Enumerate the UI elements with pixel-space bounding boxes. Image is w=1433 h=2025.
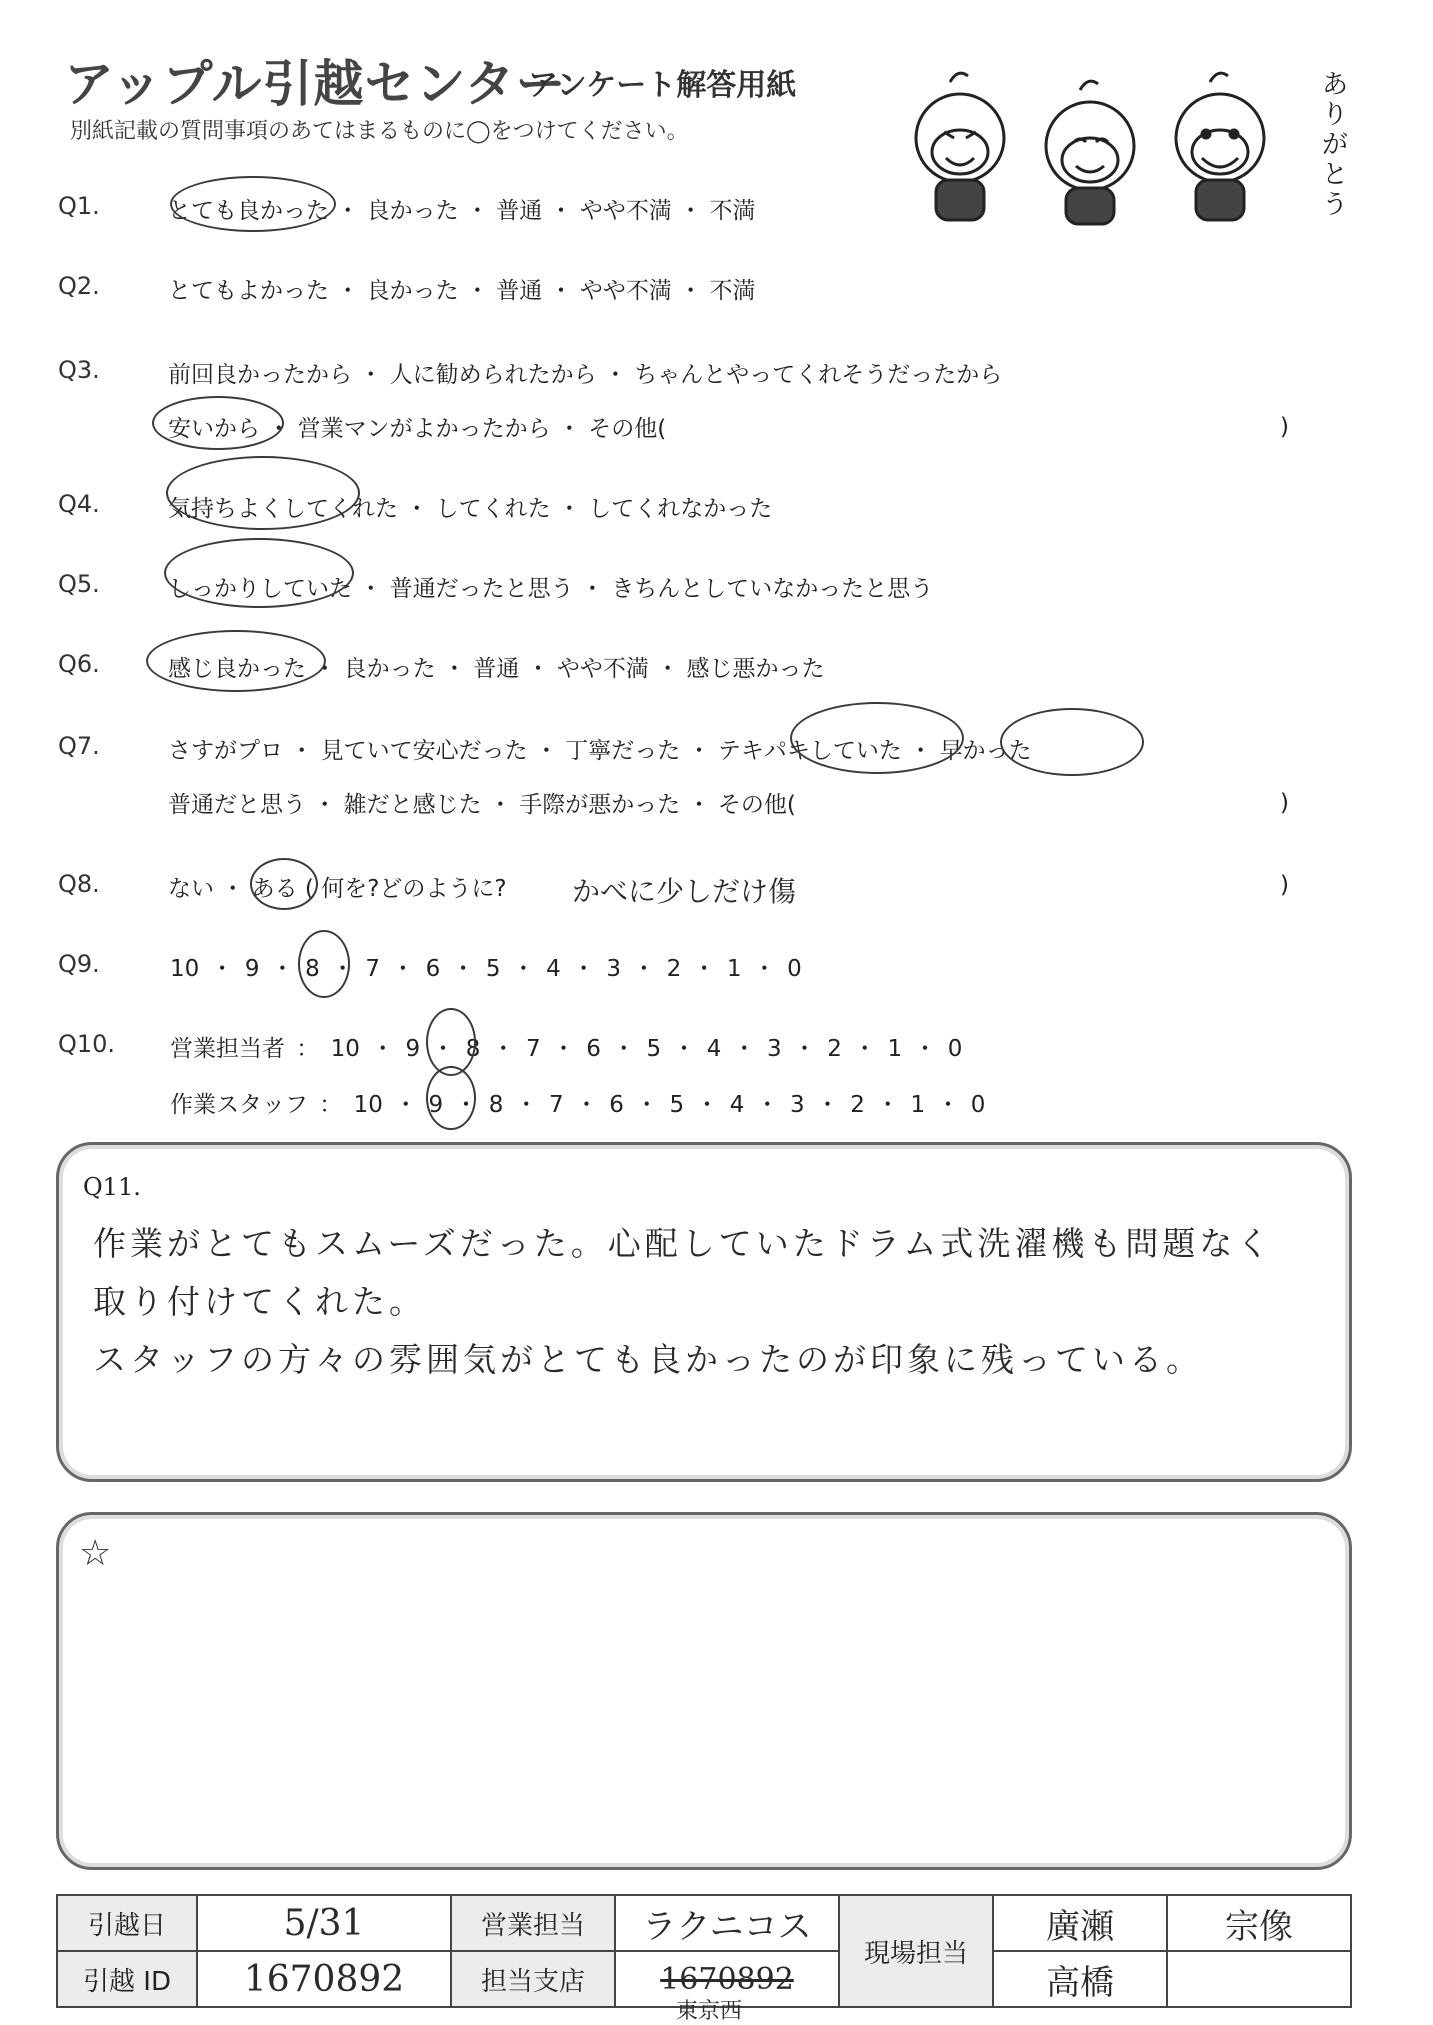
q11-comment-text [93, 1215, 1273, 1389]
q3-close-paren: ) [1280, 414, 1289, 440]
monkey-mascot-1 [916, 73, 1004, 220]
star-comment-box [56, 1512, 1352, 1870]
q10-staff-scale: 作業スタッフ ： 10 ・ 9 ・ 8 ・ 7 ・ 6 ・ 5 ・ 4 ・ 3 ・ 2 ・ 1 ・ 0 [170, 1092, 986, 1118]
q3-label: Q3. [58, 356, 100, 384]
answer-circle [250, 858, 318, 910]
q7-close-paren: ) [1280, 790, 1289, 816]
brand-title: アップル引越センター [64, 55, 567, 113]
move-date-label: 引越日 [57, 1895, 197, 1951]
mascot-caption: ありがとう [1322, 70, 1349, 220]
move-date-value: 5/31 [197, 1895, 451, 1951]
sales-value: ラクニコス [615, 1895, 839, 1951]
answer-circle [790, 702, 964, 774]
q6-label: Q6. [58, 650, 100, 678]
q9-label: Q9. [58, 950, 100, 978]
branch-struck-text: 1670892 [660, 1961, 794, 1997]
q11-comment-line: 取り付けてくれた。 [93, 1282, 426, 1321]
q7-options-line1: さすがプロ ・ 見ていて安心だった ・ 丁寧だった ・ テキパキしていた ・ 早かった [168, 738, 1032, 764]
answer-circle [146, 630, 326, 692]
monkey-mascot-3 [1176, 73, 1264, 220]
q11-comment-line: 作業がとてもスムーズだった。心配していたドラム式洗濯機も問題なく [93, 1224, 1274, 1263]
q8-label: Q8. [58, 870, 100, 898]
q6-options: 感じ良かった ・ 良かった ・ 普通 ・ やや不満 ・ 感じ悪かった [168, 656, 825, 682]
branch-value [615, 1951, 839, 2024]
move-id-label: 引越 ID [57, 1951, 197, 2007]
q8-handwritten-answer: かべに少しだけ傷 [572, 875, 797, 908]
q1-options: とても良かった ・ 良かった ・ 普通 ・ やや不満 ・ 不満 [168, 198, 756, 224]
site-staff-3: 宗像 [1167, 1895, 1351, 1951]
q3-options-line1: 前回良かったから ・ 人に勧められたから ・ ちゃんとやってくれそうだったから [168, 362, 1003, 388]
q11-label: Q11. [83, 1173, 141, 1201]
q4-label: Q4. [58, 490, 100, 518]
answer-circle [426, 1066, 476, 1130]
answer-circle [166, 456, 360, 530]
q5-options: しっかりしていた ・ 普通だったと思う ・ きちんとしていなかったと思う [168, 576, 934, 602]
q11-comment-line: スタッフの方々の雰囲気がとても良かったのが印象に残っている。 [93, 1340, 1203, 1379]
branch-label: 担当支店 [451, 1951, 615, 2007]
answer-circle [1000, 708, 1144, 776]
site-staff-1: 廣瀬 [993, 1895, 1167, 1951]
instruction-text: 別紙記載の質問事項のあてはまるものに◯をつけてください。 [70, 119, 689, 144]
answer-circle [152, 396, 284, 450]
q2-options: とてもよかった ・ 良かった ・ 普通 ・ やや不満 ・ 不満 [168, 278, 756, 304]
q2-label: Q2. [58, 272, 100, 300]
sales-label: 営業担当 [451, 1895, 615, 1951]
answer-circle [164, 538, 354, 608]
monkey-mascot-2 [1046, 81, 1134, 224]
star-icon: ☆ [79, 1533, 112, 1574]
q7-label: Q7. [58, 732, 100, 760]
q10-sales-scale: 営業担当者 ： 10 ・ 9 ・ 8 ・ 7 ・ 6 ・ 5 ・ 4 ・ 3 ・ 2 ・ 1 ・ 0 [170, 1036, 963, 1062]
q4-options: 気持ちよくしてくれた ・ してくれた ・ してくれなかった [168, 496, 773, 522]
answer-circle [298, 930, 350, 998]
q3-options-line2: 安いから ・ 営業マンがよかったから ・ その他( [168, 416, 667, 442]
q8-options: ない ・ ある ( 何を?どのように? [168, 876, 507, 902]
branch-name: 東京西 [676, 1999, 743, 2024]
form-title: アンケート解答用紙 [528, 68, 797, 103]
move-id-value: 1670892 [197, 1951, 451, 2007]
footer-info-table [56, 1894, 1352, 2024]
q10-label: Q10. [58, 1030, 116, 1058]
site-staff-label: 現場担当 [839, 1895, 993, 2007]
site-staff-empty-cell [1167, 1951, 1351, 2007]
q11-comment-box [56, 1142, 1352, 1482]
q8-close-paren: ) [1280, 872, 1289, 898]
q5-label: Q5. [58, 570, 100, 598]
mascot-illustration [900, 60, 1340, 230]
answer-circle [170, 176, 336, 232]
q9-scale: 10 ・ 9 ・ 8 ・ 7 ・ 6 ・ 5 ・ 4 ・ 3 ・ 2 ・ 1 ・ 0 [170, 956, 802, 982]
site-staff-2: 高橋 [993, 1951, 1167, 2007]
q7-options-line2: 普通だと思う ・ 雑だと感じた ・ 手際が悪かった ・ その他( [168, 792, 796, 818]
q1-label: Q1. [58, 192, 100, 220]
